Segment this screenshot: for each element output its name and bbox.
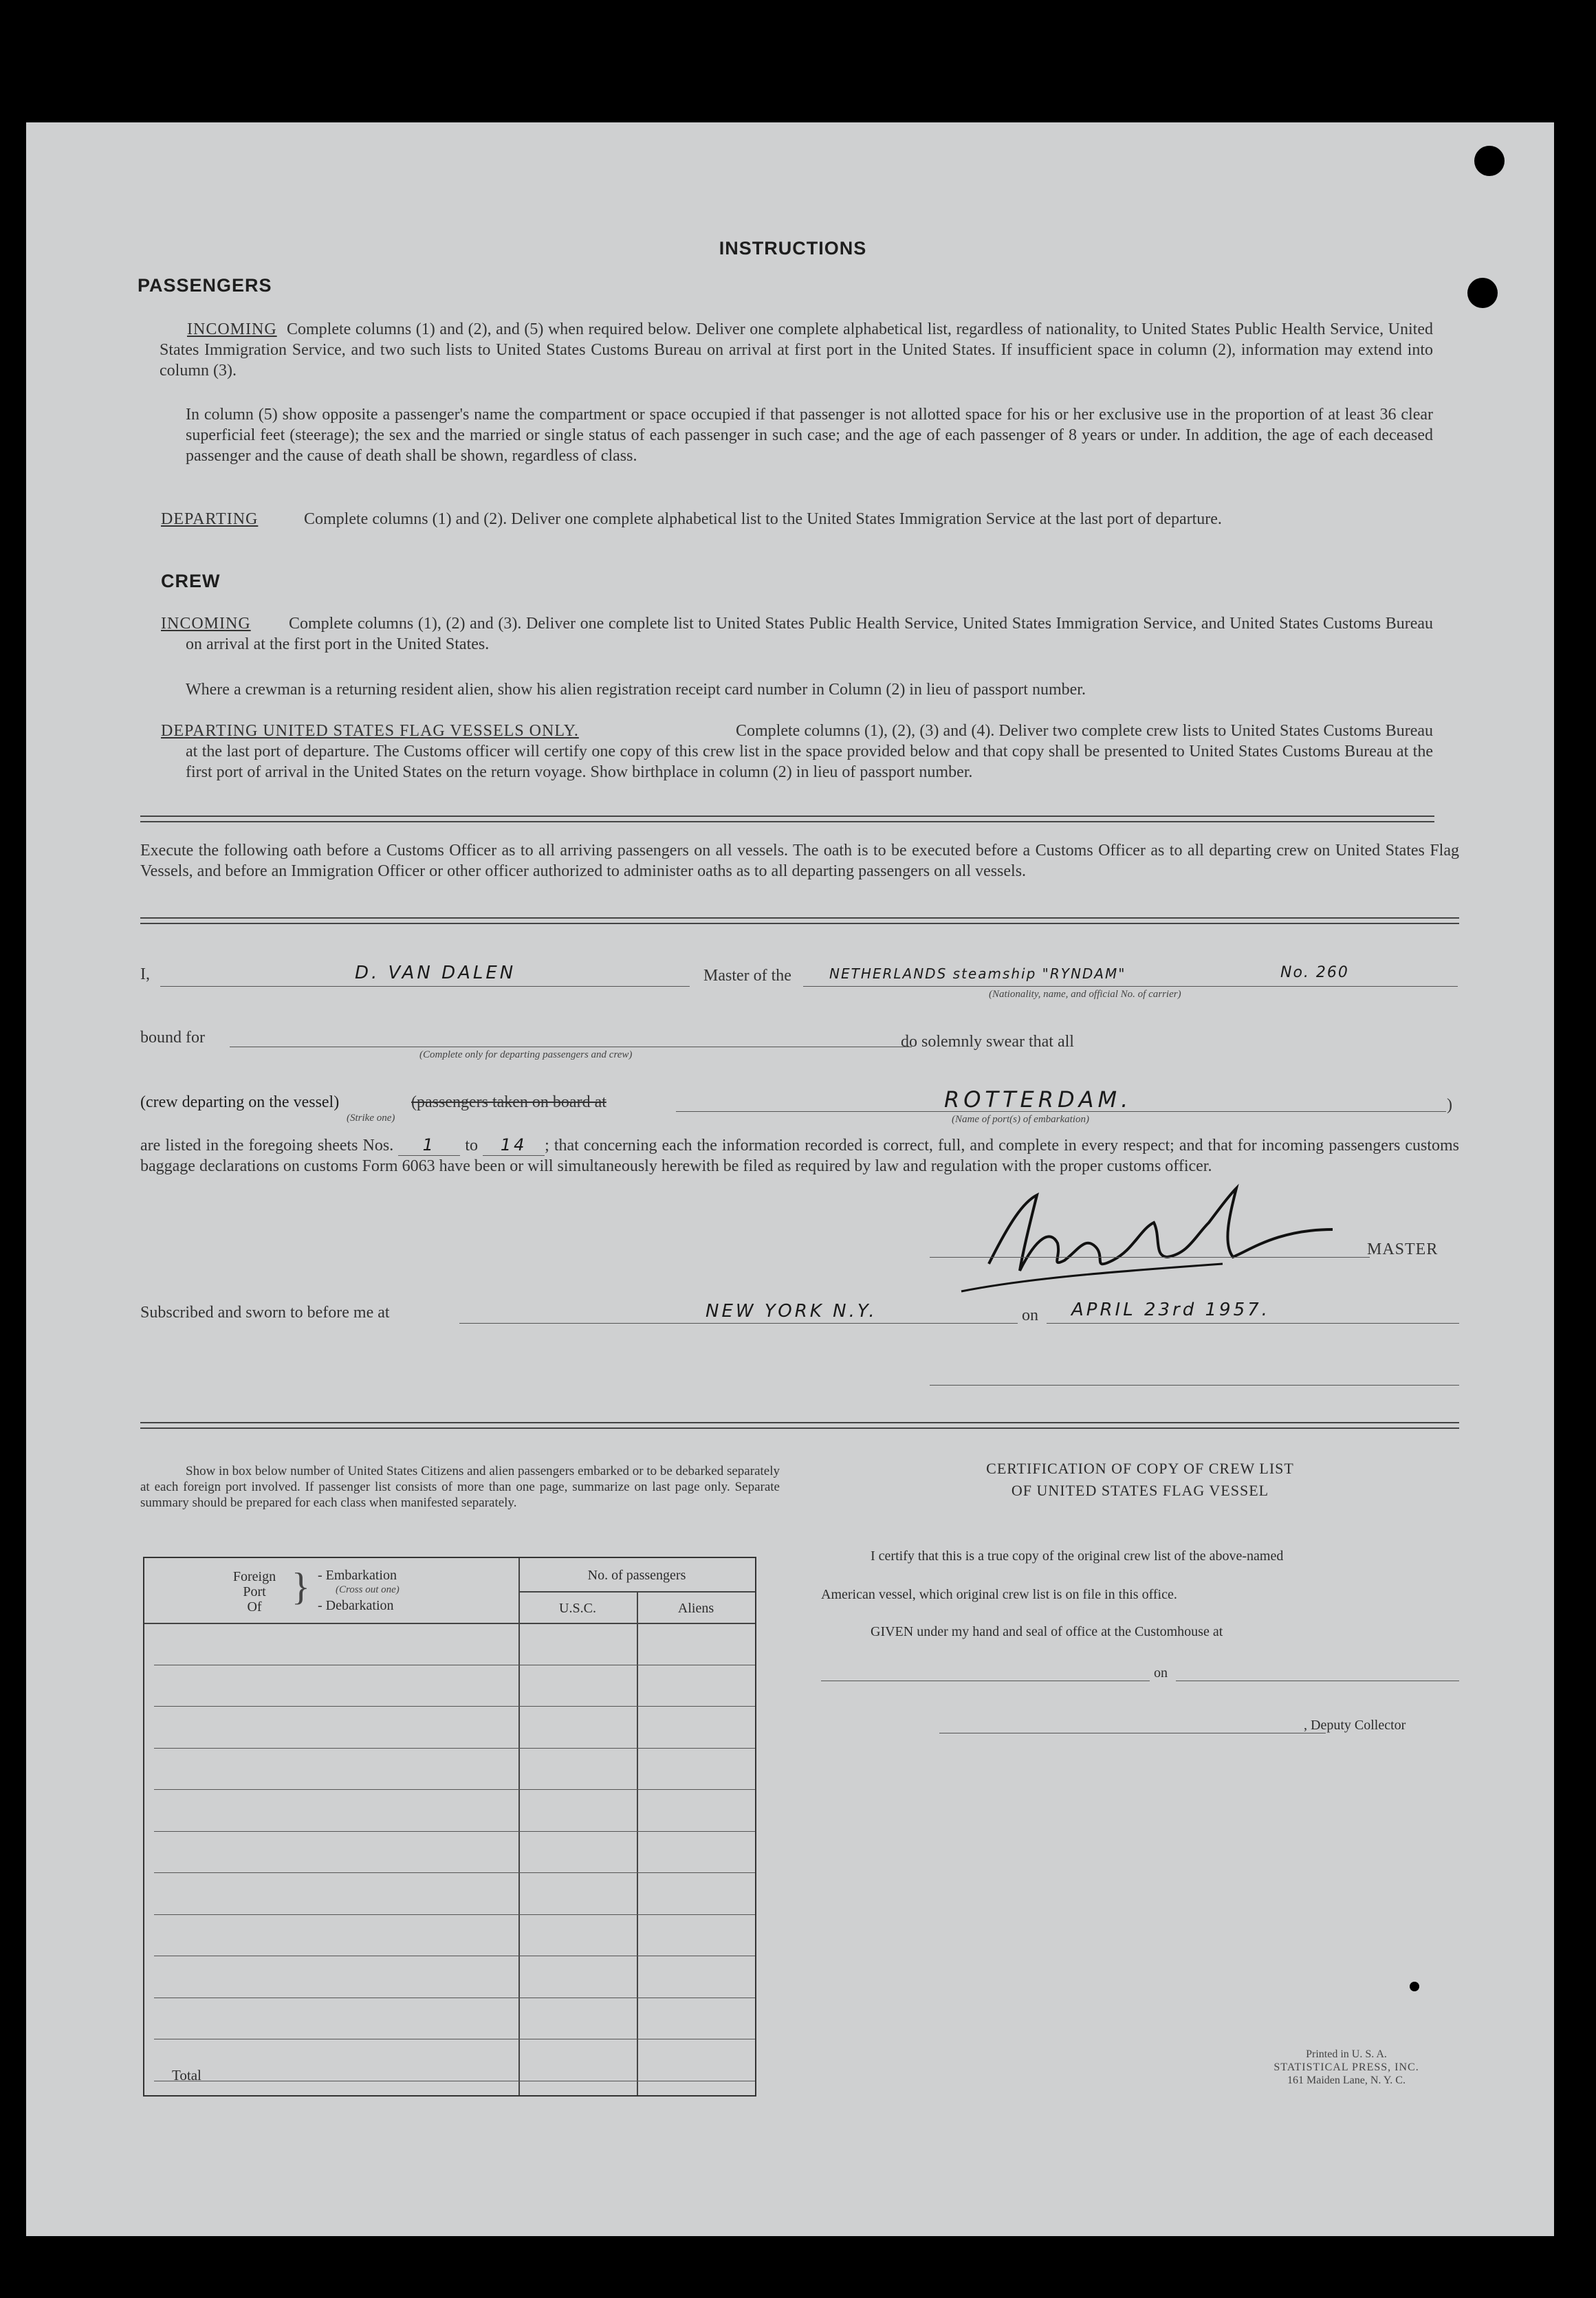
crew-resident-text: Where a crewman is a returning resident alien, show his alien registration receipt card number in Column (2) in lieu of passport number. [186, 681, 1086, 699]
passenger-departing-label: DEPARTING [161, 510, 259, 528]
vessel-handwritten: NETHERLANDS steamship "RYNDAM" [829, 965, 1126, 982]
passenger-incoming-paragraph [160, 319, 1433, 381]
strike-one-caption: (Strike one) [347, 1113, 395, 1124]
master-name-line [160, 986, 690, 987]
sheets-label: are listed in the foregoing sheets Nos. [140, 1137, 394, 1155]
passenger-departing-paragraph [161, 509, 1433, 529]
crew-incoming-text: Complete columns (1), (2) and (3). Deliver one complete list to United States Public Health Service, United States Immigration Service, and United States Customs Bureau on arrival at the first port in the United States. [186, 615, 1433, 653]
vessel-caption: (Nationality, name, and official No. of carrier) [989, 989, 1181, 1000]
debarkation-label: - Debarkation [318, 1598, 394, 1613]
crew-incoming-label: INCOMING [161, 615, 251, 633]
total-label: Total [172, 2067, 201, 2083]
to-label: to [465, 1137, 479, 1155]
sworn-place-handwritten: NEW YORK N.Y. [706, 1301, 877, 1322]
crew-incoming-paragraph [161, 613, 1433, 655]
certification-on-label: on [1154, 1665, 1168, 1681]
embarkation-label: - Embarkation [318, 1568, 397, 1583]
port-handwritten: ROTTERDAM. [944, 1086, 1133, 1113]
sheets-paragraph [140, 1135, 1459, 1177]
bound-caption: (Complete only for departing passengers and crew) [419, 1049, 633, 1060]
flag-vessels-label: DEPARTING UNITED STATES FLAG VESSELS ONLY. [161, 722, 579, 740]
flag-vessels-text: Complete columns (1), (2), (3) and (4). Deliver two complete crew lists to United States Customs Bureau at the last port of departure. The Customs officer will certify one copy of this crew list in the space provided below and that copy shall be presented to United States Customs Bureau at the first port of arrival in the United States on the return voyage. Show birthplace in column (2) in lieu of passport number. [186, 722, 1433, 781]
sheet-from-handwritten: 1 [398, 1135, 460, 1156]
sworn-label: Subscribed and sworn to before me at [140, 1304, 390, 1322]
sworn-date-handwritten: APRIL 23rd 1957. [1071, 1300, 1270, 1320]
passengers-header: No. of passengers [587, 1568, 686, 1583]
table-row-line [154, 1748, 755, 1749]
table-row-line [154, 1872, 755, 1873]
master-of-label: Master of the [703, 967, 791, 985]
certification-title-line: CERTIFICATION OF COPY OF CREW LIST [986, 1460, 1294, 1477]
master-signature-line [930, 1257, 1370, 1258]
certification-title-line: OF UNITED STATES FLAG VESSEL [1011, 1482, 1269, 1499]
officer-signature-line [930, 1385, 1459, 1386]
usc-header: U.S.C. [559, 1601, 596, 1616]
punch-hole [1467, 278, 1498, 308]
printer-line: STATISTICAL PRESS, INC. [1273, 2061, 1419, 2073]
vessel-line [803, 986, 1458, 987]
passengers-taken-label: (passengers taken on board at [411, 1093, 606, 1111]
table-row-line [154, 1706, 755, 1707]
divider [140, 917, 1459, 924]
punch-hole [1474, 146, 1505, 176]
certification-text-2: American vessel, which original crew list is on file in this office. [821, 1587, 1177, 1602]
passenger-summary-table [143, 1557, 756, 2097]
sworn-on-label: on [1022, 1306, 1038, 1324]
sheets-text: ; that concerning each the information recorded is correct, full, and complete in every respect; and that for incoming passengers customs baggage declarations on customs Form 6063 have been or will simultaneously herewith be filed as required by law and regulation with the proper customs officer. [140, 1137, 1460, 1175]
port-caption: (Name of port(s) of embarkation) [952, 1114, 1089, 1125]
certification-text-3: GIVEN under my hand and seal of office at the Customhouse at [871, 1624, 1223, 1639]
sworn-date-line [1047, 1323, 1459, 1324]
close-paren: ) [1447, 1096, 1452, 1114]
certification-text-1: I certify that this is a true copy of the original crew list of the above-named [871, 1549, 1284, 1564]
bound-label: bound for [140, 1029, 205, 1047]
oath-intro: Execute the following oath before a Customs Officer as to all arriving passengers on all vessels. The oath is to be executed before a Customs Officer as to all departing crew on United States Flag Vessels, and before an Immigration Officer or other officer authorized to administer oaths as to all departing passengers on all vessels. [140, 842, 1459, 880]
vessel-number-handwritten: No. 260 [1280, 964, 1349, 981]
certification-title [817, 1458, 1463, 1502]
printer-imprint [1195, 2048, 1498, 2087]
oath-i-label: I, [140, 965, 150, 983]
master-label: MASTER [1367, 1240, 1439, 1258]
instructions-title: INSTRUCTIONS [719, 238, 867, 259]
cross-out-label: (Cross out one) [336, 1584, 400, 1595]
sheet-to-handwritten: 14 [483, 1135, 545, 1156]
ink-speck [1410, 1982, 1419, 1991]
box-instruction: Show in box below number of United States Citizens and alien passengers embarked or to be debarked separately at each foreign port involved. If passenger list consists of more than one page, summarize on last page only. Separate summary should be prepared for each class when manifested separately. [140, 1464, 780, 1510]
table-row-line [154, 1914, 755, 1915]
deputy-collector-label: , Deputy Collector [1304, 1718, 1406, 1733]
brace: } [292, 1566, 310, 1608]
master-signature [948, 1181, 1374, 1298]
printer-line: Printed in U. S. A. [1306, 2048, 1387, 2060]
swear-label: do solemnly swear that all [901, 1033, 1074, 1051]
table-row-line [154, 1831, 755, 1832]
foreign-port-label-line: Of [247, 1599, 262, 1615]
foreign-port-label-line: Foreign [232, 1569, 276, 1584]
sworn-place-line [459, 1323, 1018, 1324]
foreign-port-label [220, 1569, 289, 1615]
divider [140, 816, 1434, 822]
crew-departing-label: (crew departing on the vessel) [140, 1093, 340, 1111]
printer-line: 161 Maiden Lane, N. Y. C. [1287, 2075, 1406, 2086]
passenger-departing-text: Complete columns (1) and (2). Deliver one complete alphabetical list to the United States Immigration Service at the last port of departure. [304, 510, 1222, 528]
table-row-line [154, 1789, 755, 1790]
master-name-handwritten: D. VAN DALEN [355, 963, 516, 983]
aliens-header: Aliens [677, 1601, 714, 1616]
passenger-column5-text: In column (5) show opposite a passenger's name the compartment or space occupied if that passenger is not allotted space for his or her exclusive use in the proportion of at least 36 clear superficial feet (steerage); the sex and the married or single status of each passenger in such case; and the age of each passenger of 8 years or under. In addition, the age of each deceased passenger and the cause of death shall be shown, regardless of class. [186, 406, 1433, 465]
divider [140, 1422, 1459, 1429]
crew-heading: CREW [161, 571, 221, 591]
passengers-heading: PASSENGERS [138, 275, 272, 296]
passenger-incoming-label: INCOMING [187, 320, 277, 338]
foreign-port-label-line: Port [243, 1584, 266, 1599]
flag-vessels-paragraph [161, 721, 1433, 783]
crew-list-form-page [26, 122, 1554, 2236]
passenger-incoming-text: Complete columns (1) and (2), and (5) when required below. Deliver one complete alphabetical list, regardless of nationality, to United States Public Health Service, United States Immigration Service, and two such lists to United States Customs Bureau on arrival at first port in the United States. If insufficient space in column (2), information may extend into column (3). [160, 320, 1433, 380]
